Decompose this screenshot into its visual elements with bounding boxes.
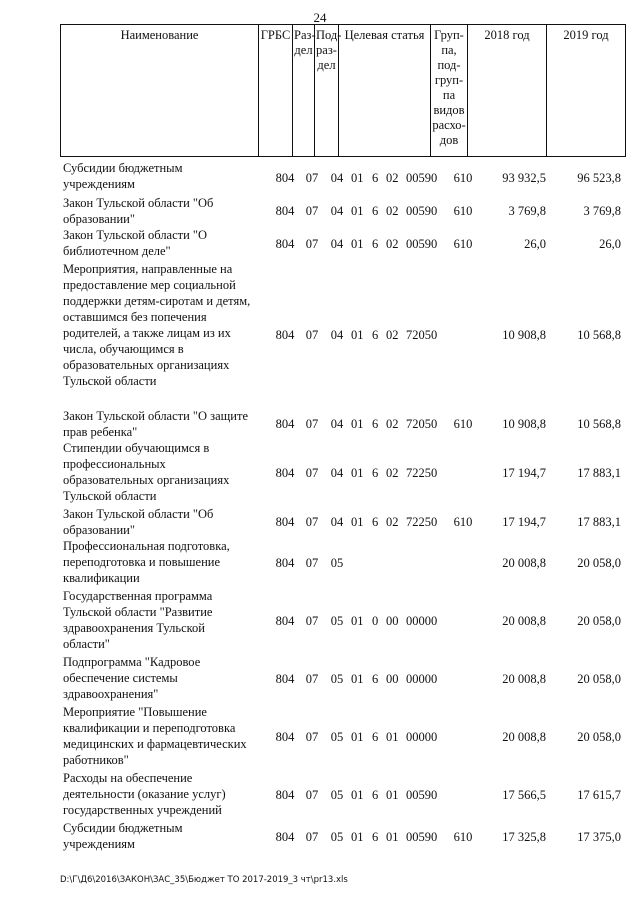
cell-t1: 01 <box>351 237 364 251</box>
cell-v2019: 26,0 <box>599 237 621 251</box>
cell-v2018: 20 008,8 <box>502 672 546 686</box>
col-header-podrazdel: Под- раз- дел <box>315 25 339 157</box>
cell-pr: 05 <box>330 614 344 628</box>
cell-v2019: 17 375,0 <box>577 830 621 844</box>
cell-t1: 01 <box>351 614 364 628</box>
cell-rz: 07 <box>305 556 319 570</box>
cell-pr: 05 <box>330 830 344 844</box>
cell-t2: 6 <box>372 466 379 480</box>
col-header-group: Груп- па, под- груп- па видов расхо- дов <box>431 25 468 157</box>
cell-pr: 04 <box>330 466 344 480</box>
cell-vr: 610 <box>453 515 473 529</box>
cell-v2019: 3 769,8 <box>583 204 621 218</box>
cell-t4: 00590 <box>406 830 438 844</box>
cell-t4: 00590 <box>406 237 438 251</box>
cell-grbs: 804 <box>275 417 295 431</box>
row-name: Закон Тульской области "Об образовании" <box>63 507 214 537</box>
cell-rz: 07 <box>305 170 319 185</box>
table-row <box>60 538 625 588</box>
col-header-grbs: ГРБС <box>259 25 293 157</box>
row-name: Закон Тульской области "О защите прав ребенка" <box>63 409 248 439</box>
cell-t2: 6 <box>372 788 379 802</box>
cell-t4: 00000 <box>406 672 438 686</box>
cell-t3: 00 <box>386 672 399 686</box>
cell-t3: 01 <box>386 730 399 744</box>
cell-t3: 02 <box>386 237 399 251</box>
cell-v2019: 10 568,8 <box>577 327 621 342</box>
cell-grbs: 804 <box>275 237 295 251</box>
footer-file-path: D:\Г\Д6\2016\ЗАКОН\ЗАС_35\Бюджет ТО 2017-2019_3 чт\pr13.xls <box>60 875 348 885</box>
cell-v2019: 17 883,1 <box>577 515 621 529</box>
cell-t4: 72250 <box>406 466 438 480</box>
cell-pr: 04 <box>330 515 344 529</box>
cell-v2018: 20 008,8 <box>502 730 546 744</box>
table-row <box>60 440 625 506</box>
cell-v2018: 20 008,8 <box>502 556 546 570</box>
cell-pr: 05 <box>330 556 344 570</box>
cell-pr: 04 <box>330 327 344 342</box>
cell-t3: 02 <box>386 515 399 529</box>
cell-grbs: 804 <box>275 788 295 802</box>
cell-v2019: 17 883,1 <box>577 466 621 480</box>
cell-rz: 07 <box>305 788 319 802</box>
cell-v2018: 17 566,5 <box>502 788 546 802</box>
row-name: Расходы на обеспечение деятельности (оказание услуг) государственных учреждений <box>63 771 226 817</box>
table-row <box>60 261 625 408</box>
cell-t1: 01 <box>351 515 364 529</box>
cell-v2018: 93 932,5 <box>502 170 546 185</box>
table-header <box>60 24 626 157</box>
col-header-target: Целевая статья <box>339 25 431 157</box>
cell-rz: 07 <box>305 515 319 529</box>
cell-grbs: 804 <box>275 614 295 628</box>
cell-t3: 01 <box>386 788 399 802</box>
row-name: Мероприятия, направленные на предоставление мер социальной поддержки детям-сиротам и детям, оставшимся без попечения родителей, а также лицам из их числа, обучающимся в образовательных организациях Тульской области <box>63 262 251 388</box>
cell-v2018: 26,0 <box>524 237 546 251</box>
table-row <box>60 506 625 538</box>
cell-t1: 01 <box>351 672 364 686</box>
cell-pr: 05 <box>330 788 344 802</box>
col-header-razdel: Раз- дел <box>293 25 315 157</box>
cell-pr: 04 <box>330 417 344 431</box>
table-row <box>60 820 625 854</box>
cell-v2018: 10 908,8 <box>502 417 546 431</box>
cell-t4: 72050 <box>406 327 438 342</box>
cell-t4: 00000 <box>406 614 438 628</box>
cell-grbs: 804 <box>275 730 295 744</box>
table-row <box>60 195 625 227</box>
cell-t2: 0 <box>372 614 379 628</box>
cell-rz: 07 <box>305 327 319 342</box>
cell-vr: 610 <box>453 204 473 218</box>
cell-t2: 6 <box>372 204 379 218</box>
cell-t4: 00590 <box>406 170 438 185</box>
cell-v2019: 20 058,0 <box>577 556 621 570</box>
row-name: Субсидии бюджетным учреждениям <box>63 161 183 191</box>
cell-t3: 02 <box>386 170 399 185</box>
row-name: Закон Тульской области "О библиотечном деле" <box>63 228 208 258</box>
cell-grbs: 804 <box>275 170 295 185</box>
cell-v2019: 20 058,0 <box>577 730 621 744</box>
cell-rz: 07 <box>305 417 319 431</box>
cell-v2019: 10 568,8 <box>577 417 621 431</box>
cell-grbs: 804 <box>275 204 295 218</box>
cell-t1: 01 <box>351 170 364 185</box>
cell-pr: 04 <box>330 170 344 185</box>
table-row <box>60 770 625 820</box>
table-row <box>60 160 625 195</box>
cell-grbs: 804 <box>275 556 295 570</box>
cell-rz: 07 <box>305 204 319 218</box>
cell-v2018: 17 194,7 <box>502 515 546 529</box>
cell-t4: 72050 <box>406 417 438 431</box>
cell-grbs: 804 <box>275 830 295 844</box>
cell-t2: 6 <box>372 237 379 251</box>
col-header-name: Наименование <box>61 25 259 157</box>
table-row <box>60 654 625 704</box>
row-name: Подпрограмма "Кадровое обеспечение системы здравоохранения" <box>63 655 201 701</box>
cell-t2: 6 <box>372 417 379 431</box>
cell-t3: 02 <box>386 327 399 342</box>
cell-t3: 02 <box>386 466 399 480</box>
cell-pr: 05 <box>330 730 344 744</box>
cell-t2: 6 <box>372 515 379 529</box>
cell-t4: 00590 <box>406 788 438 802</box>
cell-rz: 07 <box>305 730 319 744</box>
cell-t3: 02 <box>386 417 399 431</box>
cell-v2018: 17 325,8 <box>502 830 546 844</box>
row-name: Государственная программа Тульской области "Развитие здравоохранения Тульской области" <box>63 589 213 651</box>
cell-grbs: 804 <box>275 515 295 529</box>
cell-pr: 04 <box>330 237 344 251</box>
cell-rz: 07 <box>305 830 319 844</box>
cell-t2: 6 <box>372 830 379 844</box>
cell-t1: 01 <box>351 417 364 431</box>
cell-rz: 07 <box>305 672 319 686</box>
cell-t4: 00000 <box>406 730 438 744</box>
cell-v2019: 20 058,0 <box>577 672 621 686</box>
table-row <box>60 227 625 261</box>
cell-grbs: 804 <box>275 327 295 342</box>
cell-v2018: 20 008,8 <box>502 614 546 628</box>
cell-t2: 6 <box>372 730 379 744</box>
row-name: Закон Тульской области "Об образовании" <box>63 196 214 226</box>
cell-t1: 01 <box>351 730 364 744</box>
cell-vr: 610 <box>453 170 473 185</box>
cell-pr: 05 <box>330 672 344 686</box>
cell-v2018: 3 769,8 <box>508 204 546 218</box>
cell-v2018: 17 194,7 <box>502 466 546 480</box>
table-row <box>60 588 625 654</box>
cell-t1: 01 <box>351 327 364 342</box>
cell-v2019: 17 615,7 <box>577 788 621 802</box>
cell-t2: 6 <box>372 672 379 686</box>
cell-vr: 610 <box>453 237 473 251</box>
row-name: Субсидии бюджетным учреждениям <box>63 821 183 851</box>
cell-t2: 6 <box>372 170 379 185</box>
cell-t2: 6 <box>372 327 379 342</box>
cell-grbs: 804 <box>275 672 295 686</box>
cell-t4: 72250 <box>406 515 438 529</box>
cell-t1: 01 <box>351 830 364 844</box>
row-name: Профессиональная подготовка, переподготовка и повышение квалификации <box>63 539 230 585</box>
cell-vr: 610 <box>453 417 473 431</box>
page-number: 24 <box>313 10 327 25</box>
cell-t3: 00 <box>386 614 399 628</box>
cell-t4: 00590 <box>406 204 438 218</box>
row-name: Стипендии обучающимся в профессиональных образовательных организациях Тульской области <box>63 441 230 503</box>
cell-rz: 07 <box>305 614 319 628</box>
cell-t3: 01 <box>386 830 399 844</box>
row-name: Мероприятие "Повышение квалификации и переподготовка медицинских и фармацевтических работников" <box>63 705 247 767</box>
col-header-2018: 2018 год <box>468 25 547 157</box>
table-row <box>60 408 625 440</box>
cell-v2018: 10 908,8 <box>502 327 546 342</box>
cell-pr: 04 <box>330 204 344 218</box>
cell-t3: 02 <box>386 204 399 218</box>
cell-grbs: 804 <box>275 466 295 480</box>
cell-t1: 01 <box>351 204 364 218</box>
cell-v2019: 96 523,8 <box>577 170 621 185</box>
cell-rz: 07 <box>305 466 319 480</box>
col-header-2019: 2019 год <box>547 25 626 157</box>
cell-v2019: 20 058,0 <box>577 614 621 628</box>
table-body <box>60 160 625 854</box>
cell-t1: 01 <box>351 788 364 802</box>
table-row <box>60 704 625 770</box>
cell-rz: 07 <box>305 237 319 251</box>
cell-vr: 610 <box>453 830 473 844</box>
cell-t1: 01 <box>351 466 364 480</box>
